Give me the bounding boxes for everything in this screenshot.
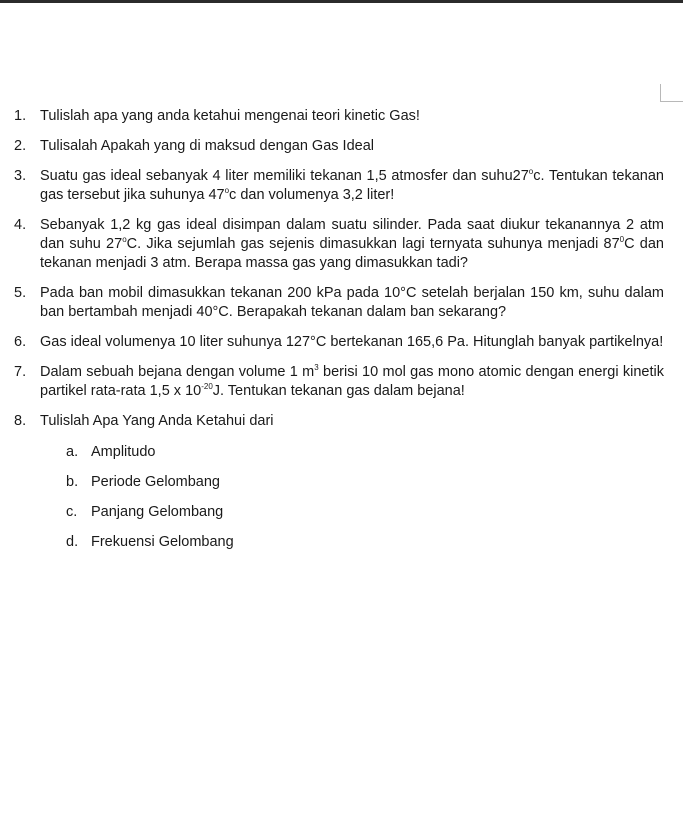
- sub-question-letter: b.: [66, 474, 79, 490]
- question-text: [40, 167, 664, 205]
- text-part: Sebanyak 1,2 kg gas ideal disimpan dalam suatu silinder. Pada saat diukur tekanannya 2 atm dan suhu 27: [40, 217, 664, 252]
- top-border: [0, 0, 683, 3]
- question-number: 3.: [14, 168, 27, 184]
- text-part: C. Jika sejumlah gas sejenis dimasukkan lagi ternyata suhunya menjadi 87: [126, 236, 620, 252]
- question-number: 8.: [14, 413, 27, 429]
- question-2: [14, 137, 664, 156]
- sub-question: [66, 473, 664, 492]
- question-number: 2.: [14, 138, 27, 154]
- sub-question-letter: c.: [66, 504, 78, 520]
- superscript: o: [224, 186, 230, 195]
- question-number: 4.: [14, 217, 27, 233]
- question-5: [14, 284, 664, 322]
- sub-question-letter: d.: [66, 534, 79, 550]
- text-part: J. Tentukan tekanan gas dalam bejana!: [212, 383, 465, 399]
- text-part: c. Tentukan tekanan gas tersebut jika suhunya 47: [40, 168, 664, 203]
- question-text: Pada ban mobil dimasukkan tekanan 200 kPa pada 10°C setelah berjalan 150 km, suhu dalam ban bertambah menjadi 40°C. Berapakah tekanan dalam ban sekarang?: [40, 285, 664, 320]
- superscript: o: [528, 167, 534, 176]
- text-part: berisi 10 mol gas mono atomic dengan energi kinetik partikel rata-rata 1,5 x 10: [40, 364, 664, 399]
- superscript: 3: [314, 363, 319, 372]
- question-text: Tulisalah Apakah yang di maksud dengan Gas Ideal: [40, 138, 374, 154]
- question-number: 6.: [14, 334, 27, 350]
- sub-question: [66, 503, 664, 522]
- page-corner-mark: [660, 84, 683, 102]
- superscript: -20: [201, 382, 213, 391]
- question-4: [14, 216, 664, 273]
- question-6: [14, 333, 664, 352]
- question-1: [14, 107, 664, 126]
- question-number: 5.: [14, 285, 27, 301]
- question-8: [14, 412, 664, 431]
- sub-question-text: Frekuensi Gelombang: [91, 534, 234, 550]
- text-part: C dan tekanan menjadi 3 atm. Berapa massa gas yang dimasukkan tadi?: [40, 236, 664, 271]
- question-text: [40, 216, 664, 273]
- question-7: [14, 363, 664, 401]
- question-text: [40, 363, 664, 401]
- superscript: o: [122, 235, 127, 244]
- text-part: Suatu gas ideal sebanyak 4 liter memiliki tekanan 1,5 atmosfer dan suhu27: [40, 168, 529, 184]
- sub-question-text: Panjang Gelombang: [91, 504, 224, 520]
- text-part: c dan volumenya 3,2 liter!: [229, 187, 395, 203]
- sub-question-text: Periode Gelombang: [91, 474, 220, 490]
- question-text: Tulislah apa yang anda ketahui mengenai teori kinetic Gas!: [40, 108, 420, 124]
- question-3: [14, 167, 664, 205]
- question-text: Tulislah Apa Yang Anda Ketahui dari: [40, 413, 274, 429]
- question-text: Gas ideal volumenya 10 liter suhunya 127°C bertekanan 165,6 Pa. Hitunglah banyak partikelnya!: [40, 334, 664, 350]
- sub-question: [66, 443, 664, 462]
- question-list: [14, 107, 664, 563]
- question-number: 7.: [14, 364, 27, 380]
- text-part: Dalam sebuah bejana dengan volume 1 m: [40, 364, 315, 380]
- sub-question-letter: a.: [66, 444, 79, 460]
- sub-question: [66, 533, 664, 552]
- superscript: 0: [619, 235, 625, 244]
- sub-question-list: [14, 443, 664, 552]
- sub-question-text: Amplitudo: [91, 444, 156, 460]
- question-number: 1.: [14, 108, 27, 124]
